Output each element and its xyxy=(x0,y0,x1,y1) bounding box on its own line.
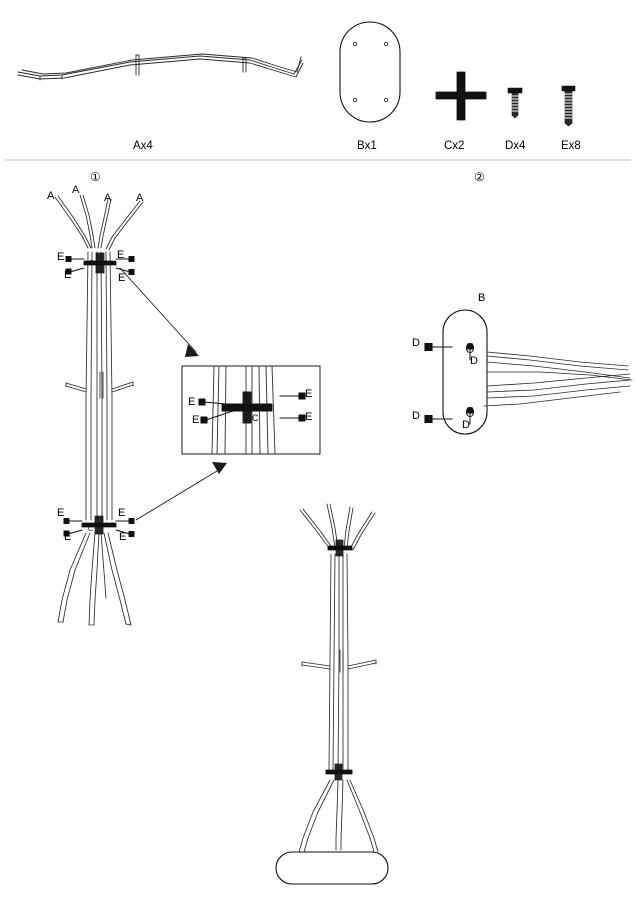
step1-tube-label-a-4: A xyxy=(136,192,144,204)
step-1-number: ① xyxy=(90,170,101,184)
step1-upper-screw-e-3: E xyxy=(117,249,125,261)
step1-upper-bracket-c: C xyxy=(89,260,95,267)
part-b-label: Bx1 xyxy=(357,140,377,152)
finished-assembly-drawing xyxy=(276,504,388,884)
part-a-label: Ax4 xyxy=(133,140,153,152)
detail-screw-e-1: E xyxy=(188,396,196,408)
part-d-label: Dx4 xyxy=(505,140,526,152)
step1-lower-screw-e-3: E xyxy=(118,507,126,519)
detail-screw-e-3: E xyxy=(305,388,313,400)
part-e-label: Ex8 xyxy=(561,140,581,152)
step1-tube-label-a-1: A xyxy=(47,190,55,202)
part-b-drawing xyxy=(340,22,400,122)
step2-screw-d-inner-1: D xyxy=(470,355,478,367)
part-c-label: Cx2 xyxy=(444,140,465,152)
step1-upper-screw-e-4: E xyxy=(118,272,126,284)
part-a-drawing xyxy=(18,54,303,80)
step2-drawing xyxy=(425,310,632,434)
step-2-number: ② xyxy=(474,170,485,184)
step2-screw-d-left-2: D xyxy=(412,410,420,422)
detail-callout-box xyxy=(182,366,320,454)
part-e-drawing xyxy=(562,86,575,126)
step1-lower-screw-e-2: E xyxy=(64,531,72,543)
step1-rack-drawing xyxy=(55,195,143,625)
step1-upper-screw-e-1: E xyxy=(57,251,65,263)
step2-screw-d-left-1: D xyxy=(412,337,420,349)
step1-lower-screw-e-4: E xyxy=(119,531,127,543)
detail-screw-e-4: E xyxy=(305,411,313,423)
step1-tube-label-a-3: A xyxy=(104,192,112,204)
step1-upper-screw-e-2: E xyxy=(64,269,72,281)
part-c-drawing xyxy=(436,72,486,120)
step1-lower-bracket-c: C xyxy=(88,526,94,533)
step1-tube-label-a-2: A xyxy=(72,184,80,196)
part-d-drawing xyxy=(508,88,522,118)
step1-lower-screw-e-1: E xyxy=(57,507,65,519)
detail-screw-e-2: E xyxy=(192,414,200,426)
detail-bracket-c: C xyxy=(252,413,259,423)
step2-screw-d-inner-2: D xyxy=(462,419,470,431)
step2-plate-label-b: B xyxy=(478,292,486,304)
